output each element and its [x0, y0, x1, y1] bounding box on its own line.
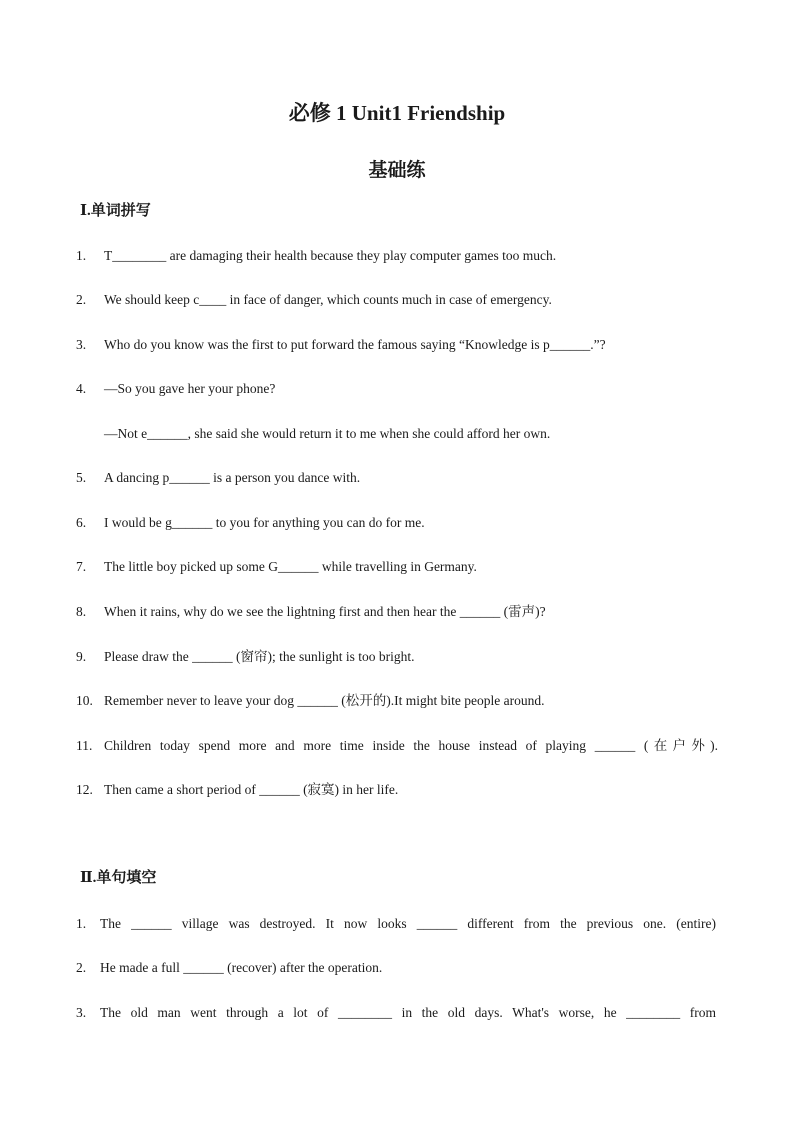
question-text: The ______ village was destroyed. It now looks ______ different from the previous one. (entire): [100, 916, 716, 931]
question-item: [76, 513, 716, 533]
question-item: [76, 468, 716, 488]
question-number: 4.: [76, 381, 87, 396]
question-text: Then came a short period of ______ (寂寞) in her life.: [104, 782, 399, 797]
question-text: He made a full ______ (recover) after the operation.: [100, 960, 383, 975]
question-number: 12.: [76, 782, 93, 797]
question-number: 3.: [76, 1005, 87, 1020]
question-item: [76, 557, 716, 577]
question-text: I would be g______ to you for anything you can do for me.: [104, 515, 425, 530]
question-text: T________ are damaging their health because they play computer games too much.: [104, 248, 557, 263]
question-item: [76, 780, 716, 800]
question-number: 2.: [76, 292, 87, 307]
question-item: [76, 602, 716, 622]
question-text: —So you gave her your phone?: [104, 381, 276, 396]
document-subtitle: 基础练: [368, 160, 426, 181]
question-text: Children today spend more and more time inside the house instead of playing ______ (在户外).: [104, 738, 718, 753]
question-text: Who do you know was the first to put forward the famous saying “Knowledge is p______.”?: [104, 337, 606, 352]
question-text: A dancing p______ is a person you dance with.: [104, 470, 361, 485]
question-number: 11.: [76, 738, 93, 753]
question-text: We should keep c____ in face of danger, which counts much in case of emergency.: [104, 292, 552, 307]
question-number: 1.: [76, 916, 87, 931]
question-item-continuation: [104, 424, 716, 444]
question-text: When it rains, why do we see the lightning first and then hear the ______ (雷声)?: [104, 604, 546, 619]
question-text: The little boy picked up some G______ while travelling in Germany.: [104, 559, 477, 574]
question-number: 5.: [76, 470, 87, 485]
question-text: Please draw the ______ (窗帘); the sunlight is too bright.: [104, 649, 415, 664]
question-item: [76, 914, 716, 934]
question-item: [76, 1003, 716, 1023]
question-number: 1.: [76, 248, 87, 263]
question-item: [76, 736, 718, 756]
question-number: 3.: [76, 337, 87, 352]
question-item: [76, 335, 716, 355]
section-heading-fill-in: Ⅱ.单句填空: [80, 870, 157, 886]
question-item: [76, 379, 716, 399]
question-item: [76, 647, 716, 667]
question-number: 8.: [76, 604, 87, 619]
question-number: 10.: [76, 693, 93, 708]
question-item: [76, 246, 716, 266]
question-item: [76, 290, 716, 310]
question-text: Remember never to leave your dog ______ (松开的).It might bite people around.: [104, 693, 545, 708]
section-heading-spelling: Ⅰ.单词拼写: [80, 203, 151, 219]
question-item: [76, 958, 716, 978]
question-number: 9.: [76, 649, 87, 664]
question-number: 6.: [76, 515, 87, 530]
question-text: The old man went through a lot of ________ in the old days. What's worse, he ________ from: [100, 1005, 716, 1020]
question-item: [76, 691, 716, 711]
question-number: 7.: [76, 559, 87, 574]
question-text: —Not e______, she said she would return it to me when she could afford her own.: [104, 426, 551, 441]
document-title: 必修 1 Unit1 Friendship: [288, 101, 506, 125]
question-number: 2.: [76, 960, 87, 975]
